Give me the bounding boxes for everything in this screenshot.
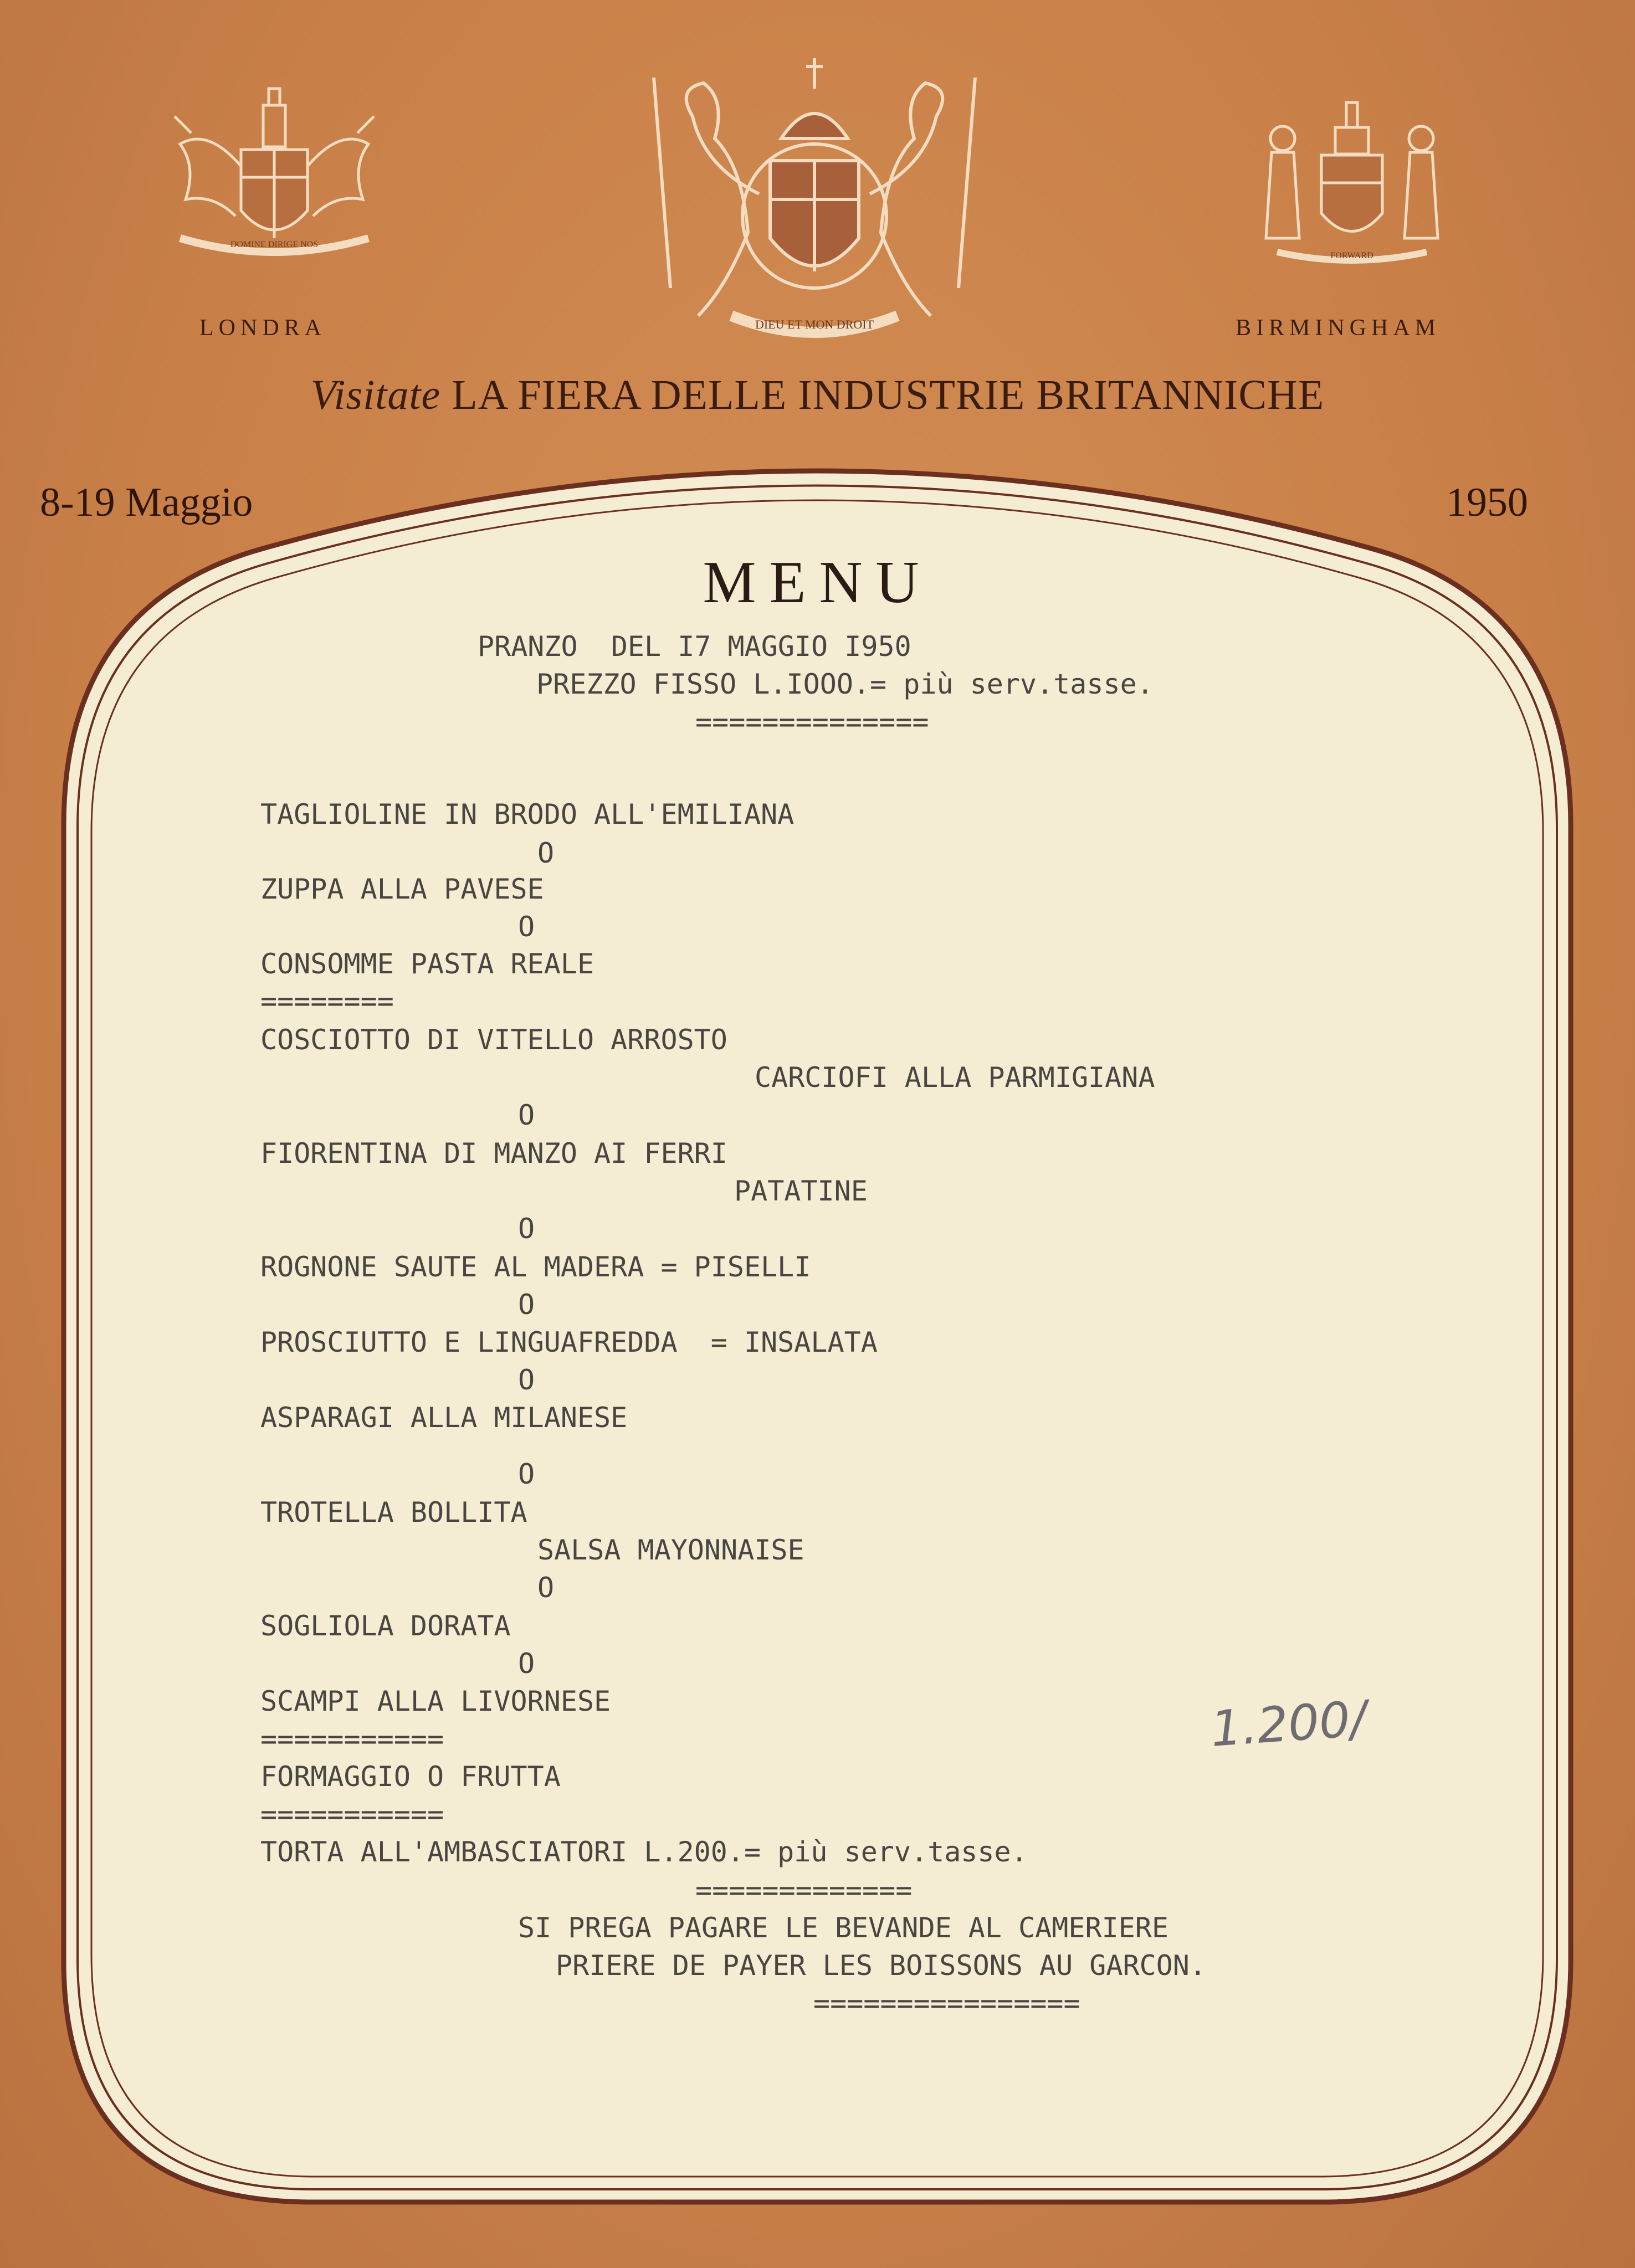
section-separator: ================ [813, 1987, 1080, 2019]
city-left-label: LONDRA [199, 315, 326, 341]
menu-subtitle: PRANZO DEL I7 MAGGIO I950 [478, 630, 911, 663]
crest-left-motto: DOMINE DIRIGE NOS [230, 240, 319, 249]
course-line-8: ASPARAGI ALLA MILANESE [260, 1402, 628, 1434]
birmingham-crest-icon [1244, 94, 1460, 277]
fair-year: 1950 [1446, 480, 1528, 525]
menu-title: MENU [703, 550, 932, 615]
course-line-13: TORTA ALL'AMBASCIATORI L.200.= più serv.tasse. [260, 1836, 1028, 1868]
course-divider: O [518, 1648, 535, 1680]
course-divider: O [518, 1099, 535, 1131]
course-line-3: CONSOMME PASTA REALE [260, 948, 594, 980]
section-separator: =========== [260, 1798, 444, 1830]
section-separator: ============= [695, 1874, 913, 1906]
course-divider: O [518, 1213, 535, 1245]
course-line-9: TROTELLA BOLLITA [260, 1496, 527, 1528]
course-line-6: ROGNONE SAUTE AL MADERA = PISELLI [260, 1251, 811, 1283]
menu-fixed-price: PREZZO FISSO L.IOOO.= più serv.tasse. [536, 668, 1154, 700]
drinks-note-italian: SI PREGA PAGARE LE BEVANDE AL CAMERIERE [518, 1912, 1168, 1944]
course-divider: O [518, 1289, 535, 1321]
section-separator: ======== [260, 985, 394, 1017]
course-line-1: TAGLIOLINE IN BRODO ALL'EMILIANA [260, 798, 795, 830]
course-line-9-side: SALSA MAYONNAISE [537, 1534, 804, 1566]
course-divider: O [537, 837, 555, 869]
headline-visitate: Visitate [310, 372, 441, 418]
menu-panel [53, 438, 1582, 2213]
course-line-7: PROSCIUTTO E LINGUAFREDDA = INSALATA [260, 1326, 878, 1358]
course-line-4: COSCIOTTO DI VITELLO ARROSTO [260, 1024, 727, 1056]
course-line-4-side: CARCIOFI ALLA PARMIGIANA [755, 1061, 1155, 1094]
course-line-5-side: PATATINE [734, 1175, 868, 1207]
handwritten-price-note: 1.200/ [1208, 1690, 1369, 1758]
course-line-12: FORMAGGIO O FRUTTA [260, 1761, 561, 1793]
course-line-2: ZUPPA ALLA PAVESE [260, 873, 544, 905]
course-divider: O [518, 911, 535, 943]
course-line-10: SOGLIOLA DORATA [260, 1610, 511, 1642]
course-line-11: SCAMPI ALLA LIVORNESE [260, 1685, 611, 1717]
crest-right-motto: FORWARD [1330, 251, 1373, 260]
course-divider: O [518, 1458, 535, 1490]
drinks-note-french: PRIERE DE PAYER LES BOISSONS AU GARCON. [556, 1949, 1206, 1982]
crest-center-motto: DIEU ET MON DROIT [755, 317, 874, 331]
course-line-5: FIORENTINA DI MANZO AI FERRI [260, 1137, 727, 1169]
course-divider: O [537, 1572, 555, 1604]
royal-crest-icon [632, 55, 997, 355]
course-divider: O [518, 1364, 535, 1396]
london-crest-icon [158, 83, 391, 271]
headline-fair-name: LA FIERA DELLE INDUSTRIE BRITANNICHE [452, 372, 1325, 418]
separator-top: ============== [695, 706, 929, 738]
fair-headline [0, 371, 1635, 419]
city-right-label: BIRMINGHAM [1236, 315, 1441, 341]
section-separator: =========== [260, 1723, 444, 1755]
fair-dates: 8-19 Maggio [40, 480, 253, 525]
